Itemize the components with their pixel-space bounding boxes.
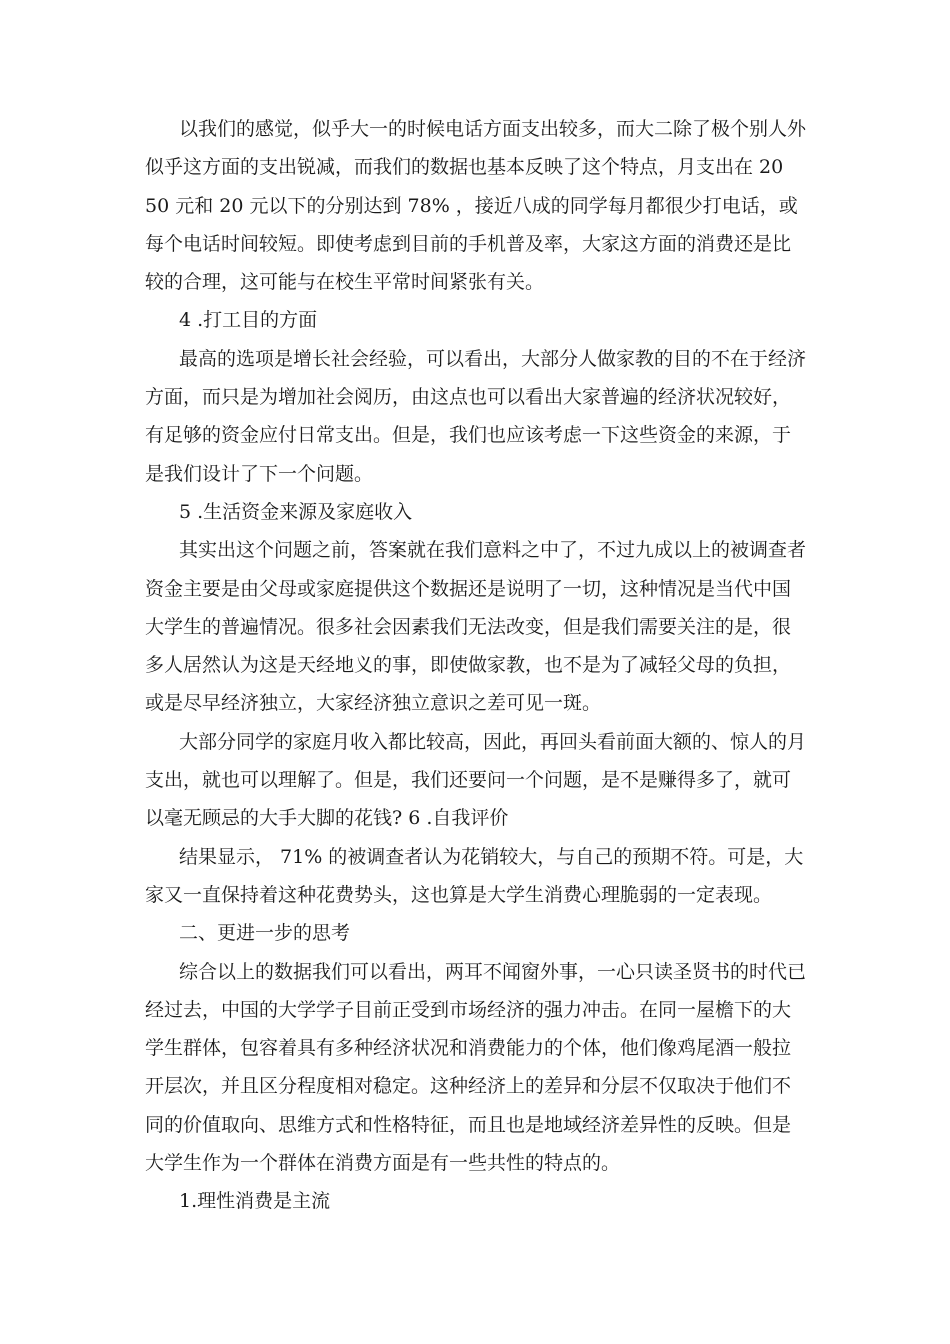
section-heading: 二、更进一步的思考 xyxy=(179,922,351,945)
paragraph-line: 似乎这方面的支出锐减，而我们的数据也基本反映了这个特点，月支出在 20 xyxy=(145,156,784,179)
paragraph-line: 大学生的普遍情况。很多社会因素我们无法改变，但是我们需要关注的是，很 xyxy=(145,615,792,638)
paragraph-line: 学生群体，包容着具有多种经济状况和消费能力的个体，他们像鸡尾酒一般拉 xyxy=(145,1037,792,1060)
section-heading: 1.理性消费是主流 xyxy=(179,1190,331,1213)
paragraph-line: 结果显示， 71% 的被调查者认为花销较大，与自己的预期不符。可是，大 xyxy=(179,845,804,868)
paragraph-line: 最高的选项是增长社会经验，可以看出，大部分人做家教的目的不在于经济 xyxy=(179,347,807,370)
paragraph-line: 大学生作为一个群体在消费方面是有一些共性的特点的。 xyxy=(145,1152,621,1175)
paragraph-line: 家又一直保持着这种花费势头，这也算是大学生消费心理脆弱的一定表现。 xyxy=(145,883,773,906)
paragraph-line: 综合以上的数据我们可以看出，两耳不闻窗外事，一心只读圣贤书的时代已 xyxy=(179,960,807,983)
paragraph-line: 有足够的资金应付日常支出。但是，我们也应该考虑一下这些资金的来源，于 xyxy=(145,424,792,447)
paragraph-line: 其实出这个问题之前，答案就在我们意料之中了，不过九成以上的被调查者 xyxy=(179,539,807,562)
section-heading: 4 .打工目的方面 xyxy=(179,309,318,332)
paragraph-line: 开层次，并且区分程度相对稳定。这种经济上的差异和分层不仅取决于他们不 xyxy=(145,1075,792,1098)
paragraph-line: 资金主要是由父母或家庭提供这个数据还是说明了一切，这种情况是当代中国 xyxy=(145,577,792,600)
document-body xyxy=(145,110,810,1221)
paragraph-line: 同的价值取向、思维方式和性格特征，而且也是地域经济差异性的反映。但是 xyxy=(145,1113,792,1136)
paragraph-line: 或是尽早经济独立，大家经济独立意识之差可见一斑。 xyxy=(145,692,602,715)
section-heading: 5 .生活资金来源及家庭收入 xyxy=(179,500,413,523)
paragraph-line: 支出，就也可以理解了。但是，我们还要问一个问题，是不是赚得多了，就可 xyxy=(145,769,792,792)
paragraph-line: 方面，而只是为增加社会阅历，由这点也可以看出大家普遍的经济状况较好， xyxy=(145,386,792,409)
paragraph-line: 大部分同学的家庭月收入都比较高，因此，再回头看前面大额的、惊人的月 xyxy=(179,730,807,753)
paragraph-line: 50 元和 20 元以下的分别达到 78% ，接近八成的同学每月都很少打电话，或 xyxy=(145,194,798,217)
paragraph-line: 多人居然认为这是天经地义的事，即使做家教，也不是为了减轻父母的负担， xyxy=(145,654,792,677)
paragraph-line: 是我们设计了下一个问题。 xyxy=(145,462,374,485)
paragraph-line: 较的合理，这可能与在校生平常时间紧张有关。 xyxy=(145,271,545,294)
paragraph-line: 以我们的感觉，似乎大一的时候电话方面支出较多，而大二除了极个别人外 xyxy=(179,118,807,140)
paragraph-line: 以毫无顾忌的大手大脚的花钱? 6 .自我评价 xyxy=(145,807,509,830)
paragraph-line: 经过去，中国的大学学子目前正受到市场经济的强力冲击。在同一屋檐下的大 xyxy=(145,998,792,1021)
paragraph-line: 每个电话时间较短。即使考虑到目前的手机普及率，大家这方面的消费还是比 xyxy=(145,232,792,255)
